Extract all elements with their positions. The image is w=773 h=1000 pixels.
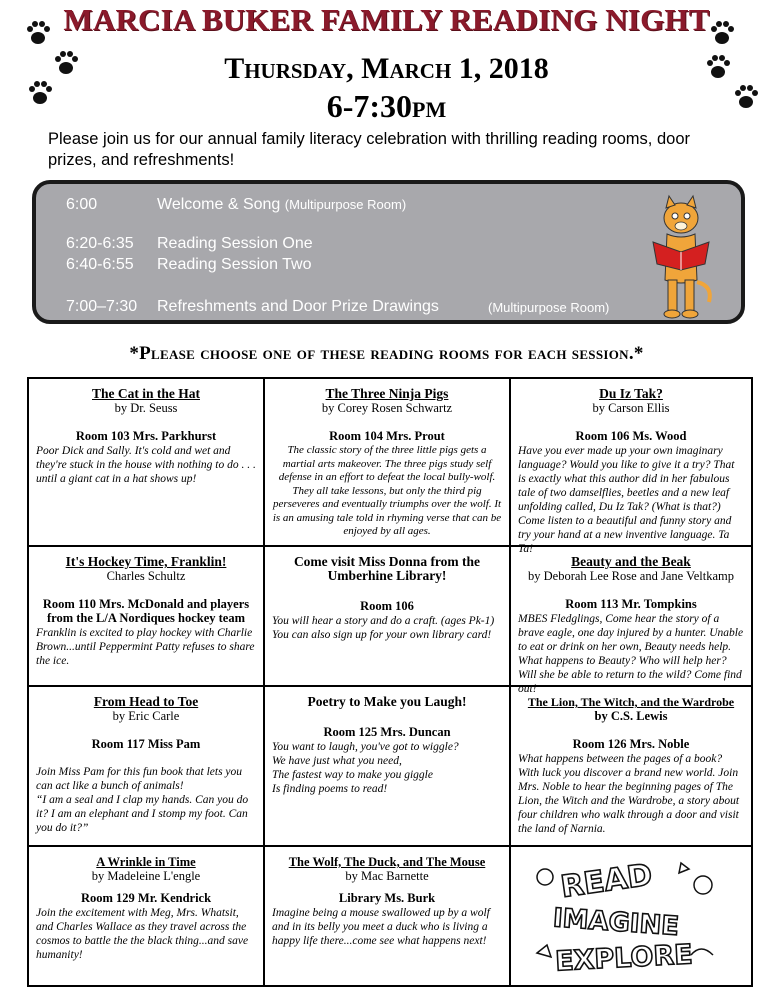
book-title: Come visit Miss Donna from the Umberhine Library! — [293, 554, 481, 583]
room-card — [29, 687, 265, 847]
room-info: Room 110 Mrs. McDonald and players from the L/A Nordiques hockey team — [42, 597, 250, 625]
logo-word-explore: EXPLORE — [554, 939, 694, 978]
page-title: MARCIA BUKER FAMILY READING NIGHT — [63, 2, 710, 37]
book-author: by Carson Ellis — [592, 401, 670, 415]
room-card — [511, 687, 751, 847]
intro-text: Please join us for our annual family literacy celebration with thrilling reading rooms, door prizes, and refreshments! — [48, 130, 690, 169]
room-card — [29, 379, 265, 547]
room-description: Franklin is excited to play hockey with Charlie Brown...until Peppermint Patty refuses to share the ice. — [36, 627, 255, 667]
room-info: Room 129 Mr. Kendrick — [80, 891, 212, 905]
choose-heading: *Please choose one of these reading rooms for each session.* — [129, 343, 644, 364]
room-description: Poor Dick and Sally. It's cold and wet and they're stuck in the house with nothing to do . . . until a giant cat in a hat shows up! — [36, 445, 256, 485]
schedule-time: 6:00 — [66, 196, 98, 213]
room-description: Join Miss Pam for this fun book that lets you can act like a bunch of animals! “I am a seal and I clap my hands. Can you do it? I am an elephant and I stomp my foot. Can you do it?” — [36, 766, 249, 834]
schedule-time: 7:00–7:30 — [66, 298, 138, 315]
book-title: Beauty and the Beak — [571, 554, 691, 569]
event-date: Thursday, March 1, 2018 — [224, 52, 549, 85]
paw-prints-left-icon — [20, 18, 82, 108]
room-card — [29, 847, 265, 985]
room-card — [29, 547, 265, 687]
book-title: It's Hockey Time, Franklin! — [65, 554, 227, 569]
room-description: Have you ever made up your own imaginary language? Would you like to give it a try? That is exactly what this author did in her fabulous tale of two damselflies, beetles and a new leaf unfolding called, Du Iz Tak? (What is that?) Come listen to a beautiful and funny story and try your hand at a new inventive language. Ta Ta! — [518, 445, 735, 555]
book-title: From Head to Toe — [93, 694, 199, 709]
schedule-location: (Multipurpose Room) — [488, 300, 610, 315]
room-info: Room 125 Mrs. Duncan — [323, 725, 451, 739]
logo-word-read: READ — [558, 857, 655, 906]
room-description: The classic story of the three little pigs gets a martial arts makeover. The three pigs study self defense in an effort to defeat the local bully-wolf. They all take lessons, but only the third pig perseveres and eventually triumphs over the wolf. It is an amusing tale told in rhyming verse that can be enjoyed by all ages. — [272, 444, 502, 537]
room-description: Join the excitement with Meg, Mrs. Whatsit, and Charles Wallace as they travel across the cosmos to battle the the black thing...and save humanity! — [36, 907, 249, 961]
room-card — [265, 847, 511, 985]
room-description: MBES Fledglings, Come hear the story of a brave eagle, one day injured by a hunter. Unable to eat or drink on her own, Beauty needs help. What happens to Beauty? Who will help her? Will she be able to return to the wild? Come find out! — [518, 613, 744, 695]
book-title: A Wrinkle in Time — [96, 855, 196, 869]
book-title: Poetry to Make you Laugh! — [307, 694, 467, 709]
room-info: Room 104 Mrs. Prout — [329, 429, 445, 443]
schedule-desc: Refreshments and Door Prize Drawings — [157, 298, 439, 315]
logo-cell — [511, 847, 751, 985]
paw-prints-right-icon — [700, 18, 762, 112]
room-description: You will hear a story and do a craft. (ages Pk-1) You can also sign up for your own library card! — [272, 615, 495, 641]
reading-rooms-grid — [27, 377, 753, 987]
room-info: Room 126 Mrs. Noble — [572, 737, 690, 751]
room-card — [511, 547, 751, 695]
room-card — [265, 547, 511, 687]
book-author: by Madeleine L'engle — [91, 869, 201, 883]
schedule-desc: Reading Session Two — [157, 256, 312, 273]
room-info: Room 117 Miss Pam — [91, 737, 201, 751]
book-title: The Wolf, The Duck, and The Mouse — [288, 855, 486, 869]
schedule-box — [32, 180, 745, 324]
book-author: by C.S. Lewis — [594, 709, 668, 723]
room-info: Library Ms. Burk — [338, 891, 436, 905]
book-title: The Three Ninja Pigs — [325, 386, 449, 401]
read-imagine-explore-logo — [531, 855, 721, 979]
book-author: by Dr. Seuss — [114, 401, 178, 415]
schedule-time: 6:40-6:55 — [66, 256, 134, 273]
book-author: by Deborah Lee Rose and Jane Veltkamp — [528, 569, 734, 583]
schedule-desc: Reading Session One — [157, 235, 313, 252]
book-title: The Cat in the Hat — [92, 386, 200, 401]
room-info: Room 113 Mr. Tompkins — [565, 597, 697, 611]
schedule-desc: Welcome & Song (Multipurpose Room) — [157, 196, 407, 213]
schedule-location: (Multipurpose Room) — [284, 197, 407, 212]
room-description: What happens between the pages of a book? With luck you discover a brand new world. Join Mrs. Noble to hear the beginning pages of The Lion, the Witch and the Wardrobe, a story about four children who walk through a door and visit the land of Narnia. — [518, 753, 740, 835]
book-title: Du Iz Tak? — [599, 386, 663, 401]
room-info: Room 103 Mrs. Parkhurst — [75, 429, 217, 443]
book-author: Charles Schultz — [106, 569, 186, 583]
book-author: by Corey Rosen Schwartz — [321, 401, 453, 415]
schedule-time: 6:20-6:35 — [66, 235, 134, 252]
book-author: by Mac Barnette — [345, 869, 429, 883]
room-description: Imagine being a mouse swallowed up by a wolf and in its belly you meet a duck who is living a happy life there...come see what happens next! — [272, 907, 490, 947]
bobcat-mascot-icon — [641, 190, 721, 320]
room-card — [265, 379, 511, 547]
room-card — [265, 687, 511, 847]
event-time: 6-7:30pm — [326, 88, 447, 124]
room-info: Room 106 Ms. Wood — [575, 429, 687, 443]
room-info: Room 106 — [360, 599, 414, 613]
logo-word-imagine: IMAGINE — [551, 903, 680, 943]
book-author: by Eric Carle — [112, 709, 180, 723]
room-card — [511, 379, 751, 555]
room-description: You want to laugh, you've got to wiggle? We have just what you need, The fastest way to make you giggle Is finding poems to read! — [272, 741, 459, 795]
book-title: The Lion, The Witch, and the Wardrobe — [527, 695, 735, 709]
